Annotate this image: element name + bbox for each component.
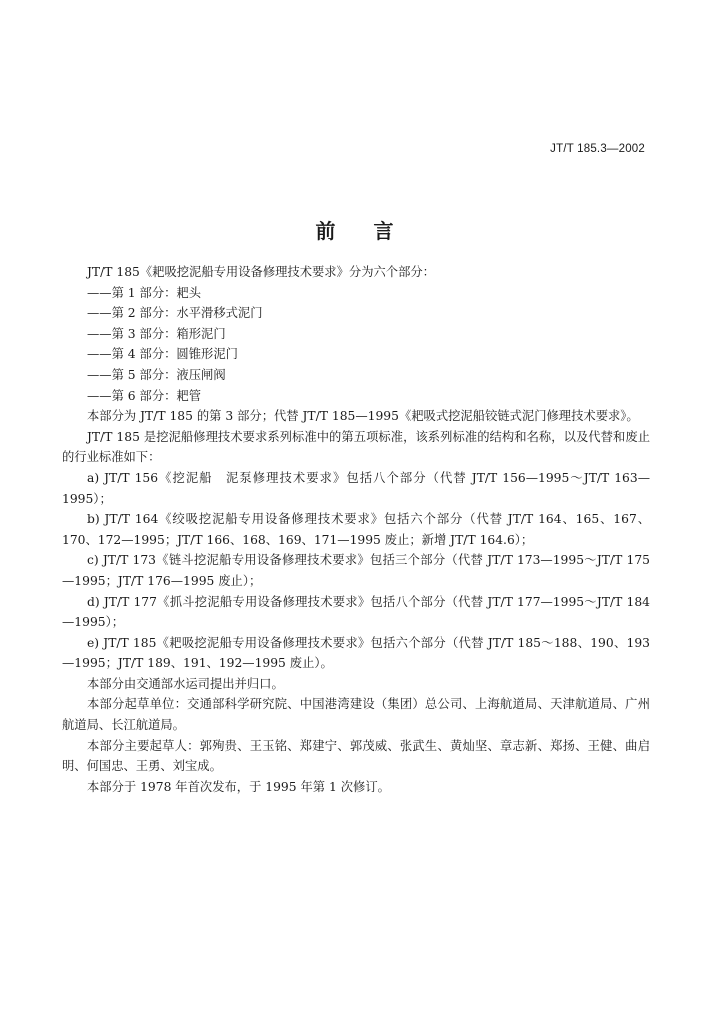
list-item: ——第 5 部分：液压闸阀 <box>87 367 226 382</box>
standard-code: JT/T 185.3—2002 <box>550 143 645 155</box>
list-item: a) JT/T 156《挖泥船 泥泵修理技术要求》包括八个部分（代替 JT/T 156—1995～JT/T 163—1995）； <box>62 470 650 506</box>
proposer-paragraph: 本部分由交通部水运司提出并归口。 <box>87 676 284 691</box>
list-item: ——第 2 部分：水平滑移式泥门 <box>87 306 263 321</box>
series-paragraph: JT/T 185 是挖泥船修理技术要求系列标准中的第五项标准，该系列标准的结构和名称，以及代替和废止的行业标准如下： <box>62 429 650 465</box>
list-item: d) JT/T 177《抓斗挖泥船专用设备修理技术要求》包括八个部分（代替 JT/T 177—1995～JT/T 184—1995）； <box>62 594 650 630</box>
list-item: ——第 3 部分：箱形泥门 <box>87 326 226 341</box>
intro-paragraph: JT/T 185《耙吸挖泥船专用设备修理技术要求》分为六个部分： <box>87 265 435 279</box>
list-item: e) JT/T 185《耙吸挖泥船专用设备修理技术要求》包括六个部分（代替 JT/T 185～188、190、193—1995；JT/T 189、191、192—1995 废止）。 <box>62 635 650 671</box>
list-item: c) JT/T 173《链斗挖泥船专用设备修理技术要求》包括三个部分（代替 JT/T 173—1995～JT/T 175—1995；JT/T 176—1995 废止）； <box>62 553 650 588</box>
document-body <box>62 262 650 797</box>
history-paragraph: 本部分于 1978 年首次发布，于 1995 年第 1 次修订。 <box>87 779 390 794</box>
drafters-paragraph: 本部分主要起草人：郭殉贵、王玉铭、郑建宁、郭茂威、张武生、黄灿坚、章志新、郑扬、王健、曲启明、何国忠、王勇、刘宝成。 <box>62 738 650 774</box>
list-item: ——第 4 部分：圆锥形泥门 <box>87 347 238 362</box>
replaces-paragraph: 本部分为 JT/T 185 的第 3 部分；代替 JT/T 185—1995《耙吸式挖泥船铰链式泥门修理技术要求》。 <box>87 409 639 424</box>
page-title: 前言 <box>315 219 432 243</box>
standards-list <box>62 468 650 674</box>
parts-list <box>62 283 650 407</box>
list-item: ——第 1 部分：耙头 <box>87 285 202 300</box>
list-item: ——第 6 部分：耙管 <box>87 388 202 403</box>
list-item: b) JT/T 164《绞吸挖泥船专用设备修理技术要求》包括六个部分（代替 JT/T 164、165、167、170、172—1995；JT/T 166、168、169、171—1995 废止；新增 JT/T 164.6）； <box>62 512 650 547</box>
drafting-units-paragraph: 本部分起草单位：交通部科学研究院、中国港湾建设（集团）总公司、上海航道局、天津航道局、广州航道局、长江航道局。 <box>62 697 650 733</box>
